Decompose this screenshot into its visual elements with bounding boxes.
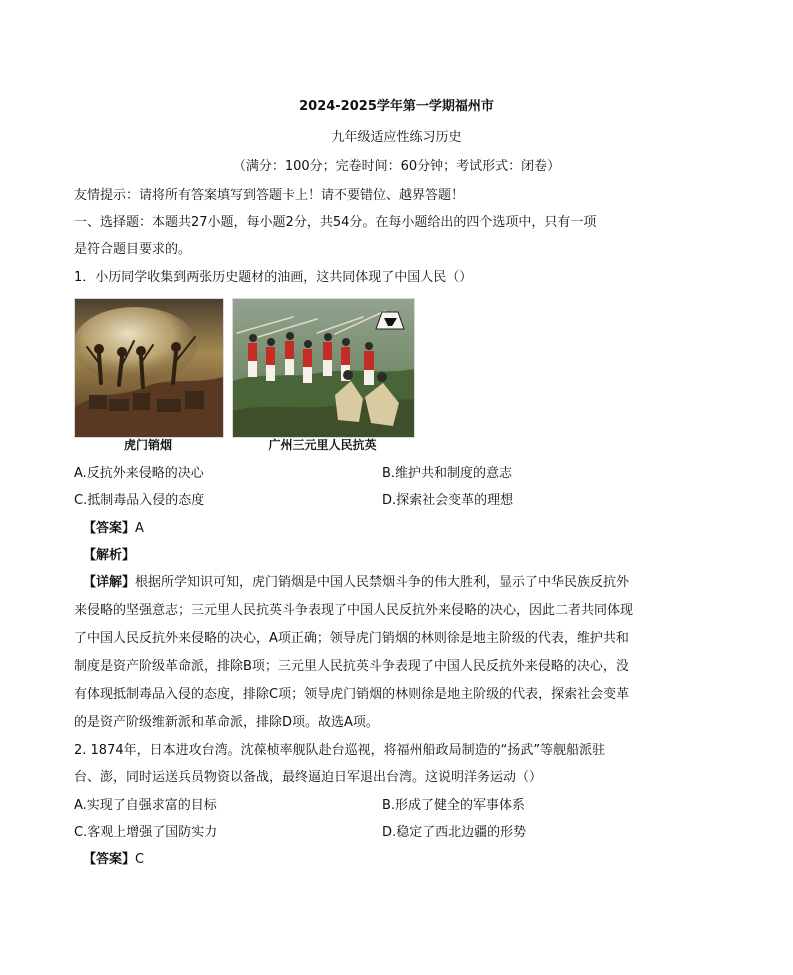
q1-answer bbox=[83, 520, 144, 538]
sanyuanli-painting bbox=[232, 298, 415, 438]
q1-detail-line-3: 了中国人民反抗外来侵略的决心，A项正确；领导虎门销烟的林则徐是地主阶级的代表，维护共和 bbox=[74, 631, 629, 646]
q1-detail-line-4: 制度是资产阶级革命派，排除B项；三元里人民抗英斗争表现了中国人民反抗外来侵略的决心，没 bbox=[74, 659, 629, 674]
q2-option-c: C.客观上增强了国防实力 bbox=[74, 825, 218, 840]
caption-sanyuanli: 广州三元里人民抗英 bbox=[268, 438, 377, 452]
q2-option-a: A.实现了自强求富的目标 bbox=[74, 798, 217, 813]
humen-opium-painting-graphic bbox=[75, 299, 223, 437]
q2-answer bbox=[83, 851, 144, 869]
humen-opium-painting bbox=[74, 298, 224, 438]
q1-detail-line-2: 来侵略的坚强意志；三元里人民抗英斗争表现了中国人民反抗外来侵略的决心，因此二者共同体现 bbox=[74, 603, 634, 618]
question-1-stem: 1．小历同学收集到两张历史题材的油画，这共同体现了中国人民（） bbox=[74, 270, 473, 285]
q1-answer-value: A bbox=[135, 521, 144, 536]
exam-meta: （满分：100分；完卷时间：60分钟；考试形式：闭卷） bbox=[232, 159, 561, 174]
sanyuanli-painting-graphic bbox=[233, 299, 414, 437]
q1-detail-line-1 bbox=[83, 574, 683, 592]
exam-subtitle: 九年级适应性练习历史 bbox=[331, 130, 462, 145]
section-instruction-line-2: 是符合题目要求的。 bbox=[74, 242, 192, 257]
section-instruction-line-1: 一、选择题：本题共27小题，每小题2分，共54分。在每小题给出的四个选项中，只有一项 bbox=[74, 215, 597, 230]
q1-option-a: A.反抗外来侵略的决心 bbox=[74, 466, 204, 481]
q2-answer-label: 【答案】 bbox=[83, 852, 136, 867]
q1-detail-label: 【详解】 bbox=[83, 575, 136, 590]
q1-option-d: D.探索社会变革的理想 bbox=[382, 493, 514, 508]
exam-title: 2024-2025学年第一学期福州市 bbox=[299, 99, 494, 114]
q2-option-b: B.形成了健全的军事体系 bbox=[382, 798, 526, 813]
q1-answer-label: 【答案】 bbox=[83, 521, 136, 536]
q1-detail-line-6: 的是资产阶级维新派和革命派，排除D项。故选A项。 bbox=[74, 715, 379, 730]
friendly-tip: 友情提示：请将所有答案填写到答题卡上！请不要错位、越界答题！ bbox=[74, 188, 465, 203]
q2-answer-value: C bbox=[135, 852, 145, 867]
q2-option-d: D.稳定了西北边疆的形势 bbox=[382, 825, 527, 840]
question-2-line-2: 台、澎，同时运送兵员物资以备战，最终逼迫日军退出台湾。这说明洋务运动（） bbox=[74, 770, 543, 785]
q1-detail-text-1: 根据所学知识可知，虎门销烟是中国人民禁烟斗争的伟大胜利，显示了中华民族反抗外 bbox=[135, 575, 630, 590]
question-2-line-1: 2. 1874年，日本进攻台湾。沈葆桢率舰队赴台巡视，将福州船政局制造的“扬武”等舰船派驻 bbox=[74, 743, 606, 758]
q1-detail-line-5: 有体现抵制毒品入侵的态度，排除C项；领导虎门销烟的林则徐是地主阶级的代表，探索社会变革 bbox=[74, 687, 630, 702]
q1-option-b: B.维护共和制度的意志 bbox=[382, 466, 513, 481]
q1-option-c: C.抵制毒品入侵的态度 bbox=[74, 493, 205, 508]
caption-humen-opium: 虎门销烟 bbox=[123, 438, 172, 452]
q1-analysis-label: 【解析】 bbox=[83, 548, 136, 563]
